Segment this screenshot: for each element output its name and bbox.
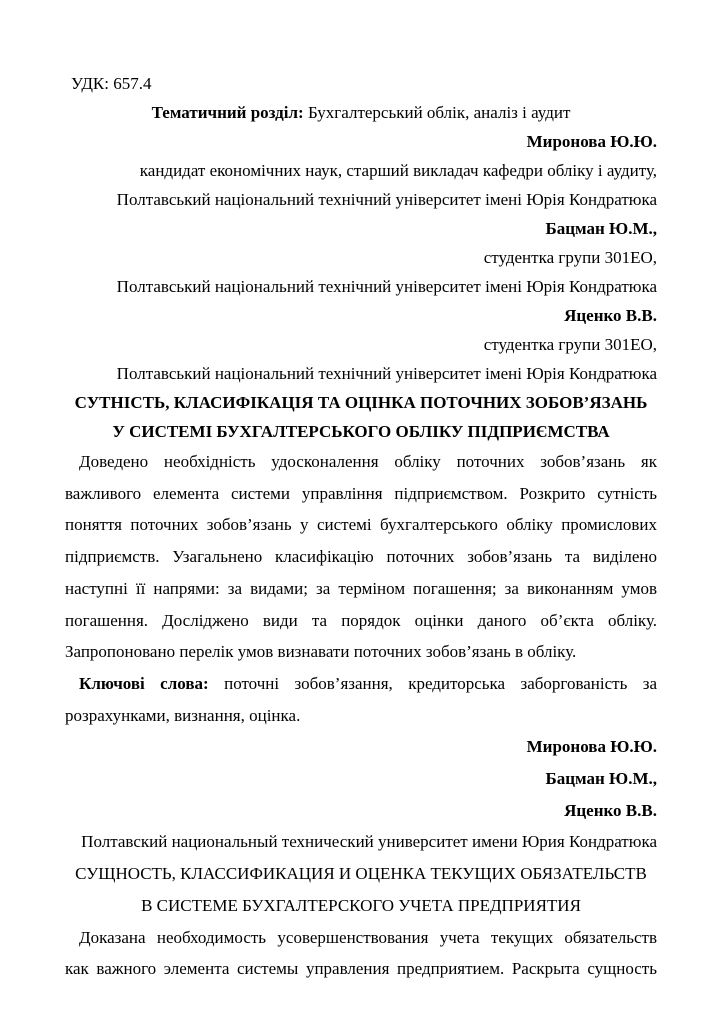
article-title-ru-line1: СУЩНОСТЬ, КЛАССИФИКАЦИЯ И ОЦЕНКА ТЕКУЩИХ ОБЯЗАТЕЛЬСТВ: [75, 864, 647, 884]
author-name-ru-3: Яценко В.В.: [564, 800, 657, 820]
author-name-ru-2: Бацман Ю.М.,: [545, 769, 657, 789]
keywords-ua-label: Ключові слова:: [79, 673, 209, 693]
author-role-ua-1: кандидат економічних наук, старший викладач кафедри обліку і аудиту,: [139, 161, 657, 180]
article-title-ua-line2: У СИСТЕМІ БУХГАЛТЕРСЬКОГО ОБЛІКУ ПІДПРИЄМСТВА: [112, 422, 610, 441]
thematic-section-label: Тематичний розділ:: [151, 103, 304, 122]
keywords-ua-value: поточні зобов’язання, кредиторська заборгованість за: [224, 673, 658, 693]
abstract-ua-line-4: підприємств. Узагальнено класифікацію поточних зобов’язань та виділено: [65, 547, 657, 567]
abstract-ua-line-7: Запропоновано перелік умов визнавати поточних зобов’язань в обліку.: [65, 642, 577, 662]
header-block: [65, 69, 657, 446]
affiliation-ru: Полтавский национальный технический университет имени Юрия Кондратюка: [81, 832, 657, 852]
abstract-ua-line-2: важливого елемента системи управління підприємством. Розкрито сутність: [65, 483, 657, 503]
author-role-ua-3: студентка групи 301ЕО,: [483, 335, 657, 354]
author-affiliation-ua-3: Полтавський національний технічний університет імені Юрія Кондратюка: [116, 364, 657, 383]
keywords-ua-line-2: розрахунками, визнання, оцінка.: [65, 705, 301, 725]
thematic-section-line: [65, 98, 657, 127]
body-block: [65, 446, 657, 985]
abstract-ua-line-6: погашення. Досліджено види та порядок оцінки даного об’єкта обліку.: [65, 610, 657, 630]
author-role-ua-2: студентка групи 301ЕО,: [483, 248, 657, 267]
article-title-ua-line1: СУТНІСТЬ, КЛАСИФІКАЦІЯ ТА ОЦІНКА ПОТОЧНИХ ЗОБОВ’ЯЗАНЬ: [74, 393, 648, 412]
thematic-section-value: Бухгалтерський облік, аналіз і аудит: [307, 103, 571, 122]
author-name-ru-1: Миронова Ю.Ю.: [526, 737, 657, 757]
author-affiliation-ua-1: Полтавський національний технічний університет імені Юрія Кондратюка: [116, 190, 657, 209]
abstract-ru-line-1: Доказана необходимость усовершенствования учета текущих обязательств: [79, 927, 657, 947]
abstract-ua-line-1: Доведено необхідність удосконалення обліку поточних зобов’язань як: [79, 452, 657, 471]
abstract-ua-line-5: наступні її напрями: за видами; за терміном погашення; за виконанням умов: [65, 578, 657, 598]
abstract-ru-line-2: как важного элемента системы управления предприятием. Раскрыта сущность: [65, 959, 657, 979]
author-name-ua-2: Бацман Ю.М.,: [545, 219, 657, 238]
author-affiliation-ua-2: Полтавський національний технічний університет імені Юрія Кондратюка: [116, 277, 657, 296]
abstract-ua-line-3: поняття поточних зобов’язань у системі бухгалтерського обліку промислових: [65, 515, 657, 535]
keywords-ua-line-1: [65, 668, 657, 700]
udc-code: УДК: 657.4: [71, 74, 152, 93]
author-name-ua-1: Миронова Ю.Ю.: [526, 132, 657, 151]
article-title-ru-line2: В СИСТЕМЕ БУХГАЛТЕРСКОГО УЧЕТА ПРЕДПРИЯТИЯ: [141, 895, 581, 915]
author-name-ua-3: Яценко В.В.: [564, 306, 657, 325]
